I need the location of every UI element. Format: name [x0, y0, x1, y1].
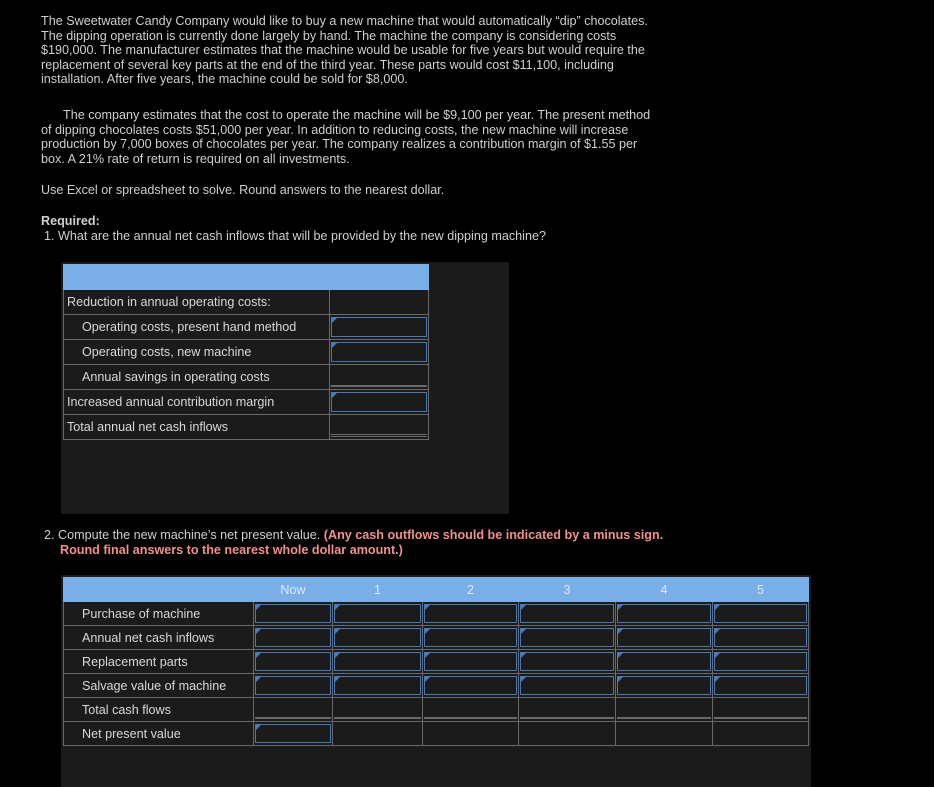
question-2-note: (Any cash outflows should be indicated by a minus sign. Round final answers to the nearest whole dollar amount.)	[60, 528, 664, 557]
row-label: Reduction in annual operating costs:	[64, 290, 330, 315]
table-row	[64, 602, 809, 626]
row-label: Annual savings in operating costs	[64, 365, 330, 390]
problem-paragraph-2: The company estimates that the cost to operate the machine will be $9,100 per year. The present method of dipping chocolates costs $51,000 per year. In addition to reducing costs, the new machine will increase production by 7,000 boxes of chocolates per year. The company realizes a contribution margin of $1.55 per box. A 21% rate of return is required on all investments.	[41, 108, 651, 166]
purchase-y3-input[interactable]	[519, 602, 616, 626]
total-y1-input[interactable]	[333, 698, 423, 722]
contribution-margin-input[interactable]	[330, 390, 429, 415]
npv-empty-cell	[333, 722, 423, 746]
total-y4-input[interactable]	[616, 698, 713, 722]
header-year-4: 4	[616, 578, 713, 602]
cash-inflows-table	[63, 264, 429, 440]
table-row	[64, 650, 809, 674]
replacement-y2-input[interactable]	[423, 650, 519, 674]
row-label: Total annual net cash inflows	[64, 415, 330, 440]
row-label: Increased annual contribution margin	[64, 390, 330, 415]
table-row	[64, 365, 429, 390]
row-label: Purchase of machine	[64, 602, 254, 626]
npv-table	[63, 577, 809, 746]
npv-empty-cell	[519, 722, 616, 746]
annual-savings-input[interactable]	[330, 365, 429, 390]
table-row	[64, 722, 809, 746]
inflows-y1-input[interactable]	[333, 626, 423, 650]
table-row	[64, 290, 429, 315]
header-year-2: 2	[423, 578, 519, 602]
total-inflows-input[interactable]	[330, 415, 429, 440]
table1-header	[64, 265, 429, 290]
question-1: 1. What are the annual net cash inflows that will be provided by the new dipping machine?	[44, 229, 546, 243]
npv-input[interactable]	[254, 722, 333, 746]
required-label: Required:	[41, 214, 100, 228]
row-label: Salvage value of machine	[64, 674, 254, 698]
inflows-now-input[interactable]	[254, 626, 333, 650]
row-label: Operating costs, present hand method	[64, 315, 330, 340]
header-year-1: 1	[333, 578, 423, 602]
row-label: Total cash flows	[64, 698, 254, 722]
row-label: Net present value	[64, 722, 254, 746]
table2-header-row	[64, 578, 809, 602]
inflows-y4-input[interactable]	[616, 626, 713, 650]
table-row	[64, 390, 429, 415]
inflows-y2-input[interactable]	[423, 626, 519, 650]
salvage-y5-input[interactable]	[713, 674, 809, 698]
present-method-cost-input[interactable]	[330, 315, 429, 340]
total-now-input[interactable]	[254, 698, 333, 722]
row-label: Operating costs, new machine	[64, 340, 330, 365]
purchase-y5-input[interactable]	[713, 602, 809, 626]
header-blank	[64, 578, 254, 602]
salvage-y2-input[interactable]	[423, 674, 519, 698]
value-cell-empty	[330, 290, 429, 315]
npv-empty-cell	[423, 722, 519, 746]
replacement-y5-input[interactable]	[713, 650, 809, 674]
question-2	[44, 528, 700, 557]
table-row	[64, 340, 429, 365]
inflows-y5-input[interactable]	[713, 626, 809, 650]
table1-header-row	[64, 265, 429, 290]
header-year-3: 3	[519, 578, 616, 602]
salvage-y3-input[interactable]	[519, 674, 616, 698]
npv-empty-cell	[713, 722, 809, 746]
table-row	[64, 415, 429, 440]
replacement-now-input[interactable]	[254, 650, 333, 674]
header-year-5: 5	[713, 578, 809, 602]
purchase-y1-input[interactable]	[333, 602, 423, 626]
header-now: Now	[254, 578, 333, 602]
salvage-y4-input[interactable]	[616, 674, 713, 698]
table-row	[64, 315, 429, 340]
npv-empty-cell	[616, 722, 713, 746]
replacement-y3-input[interactable]	[519, 650, 616, 674]
purchase-y2-input[interactable]	[423, 602, 519, 626]
table-row	[64, 626, 809, 650]
salvage-y1-input[interactable]	[333, 674, 423, 698]
new-machine-cost-input[interactable]	[330, 340, 429, 365]
total-y3-input[interactable]	[519, 698, 616, 722]
purchase-y4-input[interactable]	[616, 602, 713, 626]
salvage-now-input[interactable]	[254, 674, 333, 698]
question-2-text: 2. Compute the new machine’s net present value.	[44, 528, 324, 542]
replacement-y4-input[interactable]	[616, 650, 713, 674]
replacement-y1-input[interactable]	[333, 650, 423, 674]
row-label: Replacement parts	[64, 650, 254, 674]
total-y5-input[interactable]	[713, 698, 809, 722]
problem-paragraph-1: The Sweetwater Candy Company would like to buy a new machine that would automatically “dip” chocolates. The dipping operation is currently done largely by hand. The machine the company is considering costs $190,000. The manufacturer estimates that the machine would be usable for five years but would require the replacement of several key parts at the end of the third year. These parts would cost $11,100, including installation. After five years, the machine could be sold for $8,000.	[41, 14, 648, 87]
row-label: Annual net cash inflows	[64, 626, 254, 650]
table-row	[64, 698, 809, 722]
total-y2-input[interactable]	[423, 698, 519, 722]
purchase-now-input[interactable]	[254, 602, 333, 626]
inflows-y3-input[interactable]	[519, 626, 616, 650]
table-row	[64, 674, 809, 698]
instruction-text: Use Excel or spreadsheet to solve. Round answers to the nearest dollar.	[41, 183, 445, 197]
